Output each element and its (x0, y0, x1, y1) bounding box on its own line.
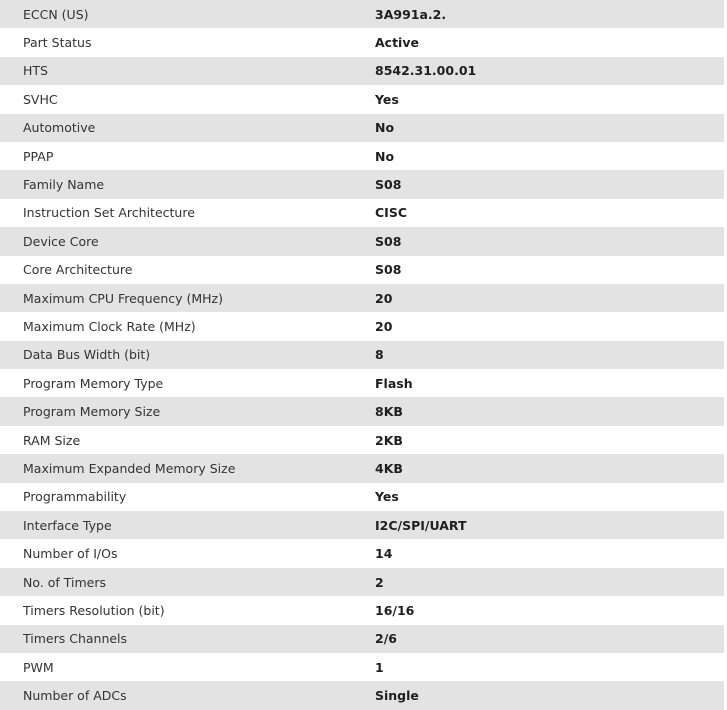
table-row (0, 454, 724, 482)
spec-value: Yes (375, 91, 399, 107)
spec-label: SVHC (23, 91, 58, 107)
table-row (0, 511, 724, 539)
table-row (0, 341, 724, 369)
table-row (0, 57, 724, 85)
spec-label: Maximum Expanded Memory Size (23, 460, 236, 476)
spec-label: Program Memory Size (23, 404, 161, 420)
spec-label: Automotive (23, 120, 96, 136)
table-row (0, 483, 724, 511)
table-row (0, 114, 724, 142)
spec-value: 2/6 (375, 631, 397, 647)
table-row (0, 539, 724, 567)
table-row (0, 369, 724, 397)
table-row (0, 85, 724, 113)
spec-value: I2C/SPI/UART (375, 517, 467, 533)
spec-value: S08 (375, 177, 402, 193)
table-row (0, 28, 724, 56)
spec-value: No (375, 148, 395, 164)
spec-label: Instruction Set Architecture (23, 205, 195, 221)
table-row (0, 568, 724, 596)
table-row (0, 625, 724, 653)
table-row (0, 426, 724, 454)
spec-value: 20 (375, 290, 393, 306)
spec-value: 16/16 (375, 602, 415, 618)
table-row (0, 256, 724, 284)
table-row (0, 170, 724, 198)
table-row (0, 284, 724, 312)
table-row (0, 397, 724, 425)
spec-value: 2KB (375, 432, 403, 448)
spec-value: Yes (375, 489, 399, 505)
spec-label: Device Core (23, 233, 99, 249)
spec-label: Maximum CPU Frequency (MHz) (23, 290, 223, 306)
spec-value: 20 (375, 318, 393, 334)
spec-value: CISC (375, 205, 408, 221)
spec-value: 3A991a.2. (375, 6, 447, 22)
spec-label: PPAP (23, 148, 54, 164)
spec-value: Single (375, 688, 419, 704)
spec-label: Part Status (23, 35, 92, 51)
spec-value: 8KB (375, 404, 403, 420)
spec-label: HTS (23, 63, 48, 79)
spec-label: Number of I/Os (23, 546, 118, 562)
spec-label: RAM Size (23, 432, 81, 448)
spec-value: S08 (375, 233, 402, 249)
spec-label: Program Memory Type (23, 375, 164, 391)
spec-label: Data Bus Width (bit) (23, 347, 151, 363)
table-row (0, 312, 724, 340)
table-row (0, 596, 724, 624)
spec-value: 8 (375, 347, 384, 363)
spec-value: Flash (375, 375, 413, 391)
spec-label: Number of ADCs (23, 688, 127, 704)
spec-label: ECCN (US) (23, 6, 89, 22)
table-row (0, 199, 724, 227)
spec-value: Active (375, 35, 419, 51)
table-row (0, 0, 724, 28)
spec-value: S08 (375, 262, 402, 278)
spec-label: Timers Channels (23, 631, 128, 647)
table-row (0, 142, 724, 170)
spec-value: 8542.31.00.01 (375, 63, 477, 79)
spec-label: Programmability (23, 489, 127, 505)
spec-value: 2 (375, 574, 384, 590)
spec-label: Family Name (23, 177, 105, 193)
spec-label: Maximum Clock Rate (MHz) (23, 318, 196, 334)
spec-value: No (375, 120, 395, 136)
spec-label: Core Architecture (23, 262, 133, 278)
spec-label: Timers Resolution (bit) (23, 602, 165, 618)
spec-value: 1 (375, 659, 384, 675)
spec-label: PWM (23, 659, 54, 675)
table-row (0, 653, 724, 681)
spec-value: 14 (375, 546, 393, 562)
spec-value: 4KB (375, 460, 403, 476)
spec-label: No. of Timers (23, 574, 106, 590)
spec-label: Interface Type (23, 517, 112, 533)
table-row (0, 227, 724, 255)
table-row (0, 681, 724, 709)
